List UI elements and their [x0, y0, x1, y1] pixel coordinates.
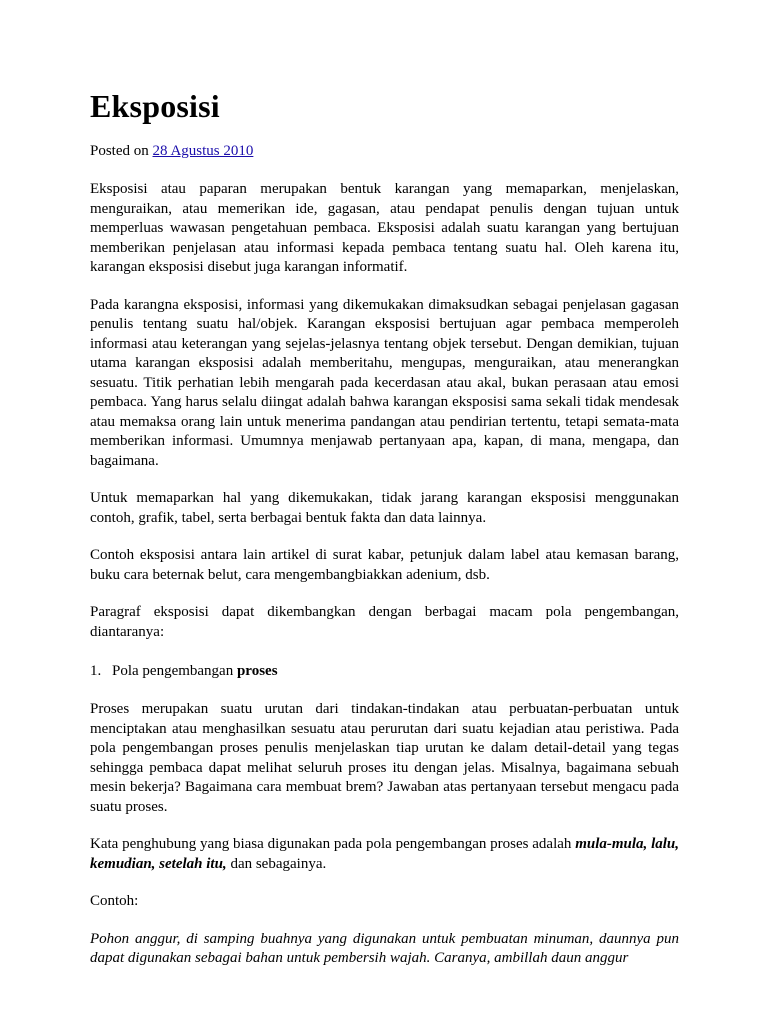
page-title: Eksposisi [90, 88, 220, 124]
conjunctions-emphasis: mula-mula, lalu, kemudian, setelah itu, [90, 836, 679, 872]
list-item-bold: proses [236, 663, 278, 679]
article [90, 86, 679, 969]
paragraph-examples-media: Untuk memaparkan hal yang dikemukakan, tidak jarang karangan eksposisi menggunakan contoh, grafik, tabel, serta berbagai bentuk fakta dan data lainnya. [90, 490, 679, 526]
conjunctions-end: dan sebagainya. [226, 855, 327, 872]
list-item-proses [90, 661, 679, 681]
conjunctions-text: Kata penghubung yang biasa digunakan pada pola pengembangan proses adalah [90, 836, 576, 852]
paragraph-definition: Eksposisi atau paparan merupakan bentuk karangan yang memaparkan, menjelaskan, menguraikan, atau memerikan ide, gagasan, atau pendapat penulis dengan tujuan untuk memperluas wawasan pengetahuan pembaca. Eksposisi adalah suatu karangan yang bertujuan memberikan penjelasan atau informasi kepada pembaca tentang suatu hal. Oleh karena itu, karangan eksposisi disebut juga karangan informatif. [90, 181, 679, 275]
paragraph-patterns-intro: Paragraf eksposisi dapat dikembangkan dengan berbagai macam pola pengembangan, diantaranya: [90, 604, 679, 640]
paragraph-conjunctions [90, 835, 679, 874]
post-meta [90, 141, 679, 161]
list-number: 1. [90, 663, 102, 679]
posted-date-link[interactable]: 28 Agustus 2010 [152, 143, 254, 159]
paragraph-examples: Contoh eksposisi antara lain artikel di surat kabar, petunjuk dalam label atau kemasan barang, buku cara beternak belut, cara mengembangbiakkan adenium, dsb. [90, 547, 679, 583]
paragraph-example-label: Contoh: [90, 893, 139, 909]
paragraph-purpose: Pada karangna eksposisi, informasi yang dikemukakan dimaksudkan sebagai penjelasan gagasan penulis tentang suatu hal/objek. Karangan eksposisi bertujuan agar pembaca memperoleh informasi atau keterangan yang sejelas-jelasnya tentang objek tersebut. Dengan demikian, tujuan utama karangan eksposisi adalah memberitahu, mengupas, menguraikan, atau menerangkan sesuatu. Titik perhatian lebih mengarah pada kecerdasan atau akal, bukan perasaan atau emosi pembaca. Yang harus selalu diingat adalah bahwa karangan eksposisi sama sekali tidak mendesak atau memaksa orang lain untuk menerima pandangan atau pendirian tertentu, tetapi semata-mata memberikan informasi. Umumnya menjawab pertanyaan apa, kapan, di mana, mengapa, dan bagaimana. [90, 296, 679, 469]
paragraph-process: Proses merupakan suatu urutan dari tindakan-tindakan atau perbuatan-perbuatan untuk menciptakan atau menghasilkan sesuatu atau perurutan dari suatu kejadian atau peristiwa. Pada pola pengembangan proses penulis menjelaskan tiap urutan ke dalam detail-detail yang tegas sehingga pembaca dapat melihat seluruh proses itu dengan jelas. Misalnya, bagaimana sebuah mesin bekerja? Bagaimana cara membuat brem? Jawaban atas pertanyaan tersebut mengacu pada suatu proses. [90, 701, 679, 815]
list-item-text: Pola pengembangan [112, 663, 237, 679]
posted-prefix: Posted on [90, 143, 153, 159]
paragraph-example-text: Pohon anggur, di samping buahnya yang digunakan untuk pembuatan minuman, daunnya pun dapat digunakan sebagai bahan untuk pembersih wajah. Caranya, ambillah daun anggur [90, 930, 679, 966]
